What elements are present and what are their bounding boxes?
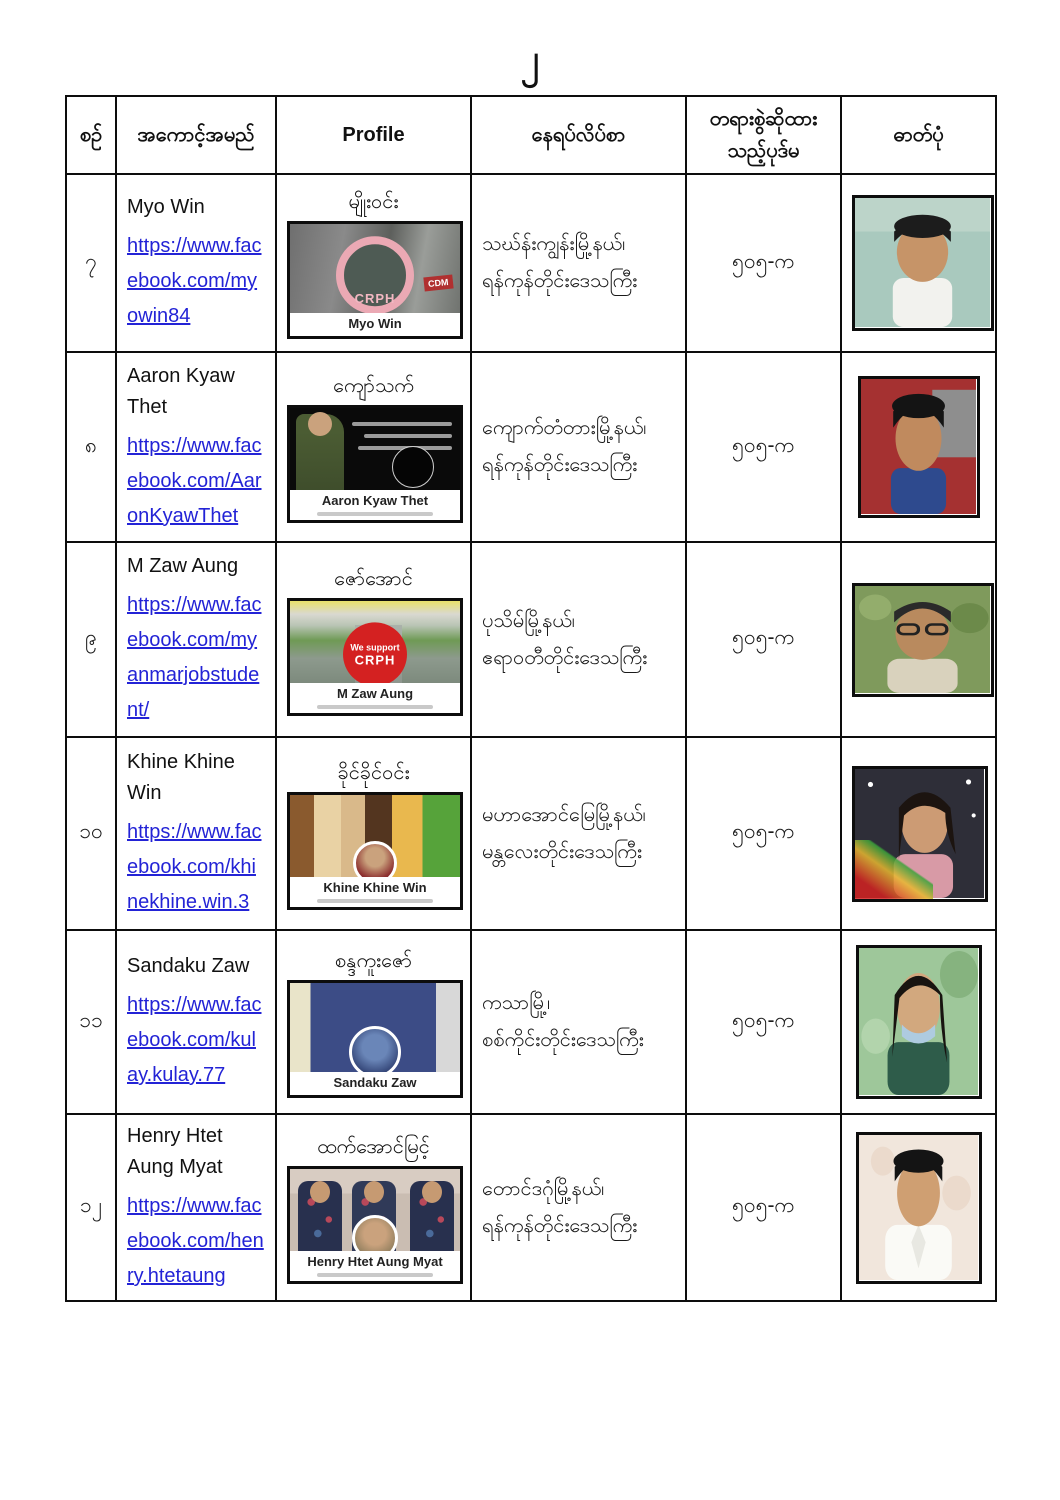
address-cell: ကျောက်တံတားမြို့နယ်၊ ရန်ကုန်တိုင်းဒေသကြီး [471,352,686,542]
account-name: Aaron Kyaw Thet [127,364,235,418]
person-photo [852,195,994,331]
person-photo [856,1132,982,1284]
header-section: တရားစွဲဆိုထားသည့်ပုဒ်မ [686,96,841,174]
table-row [66,930,996,1114]
table-row [66,737,996,930]
profile-card-subtitle [317,1273,433,1277]
header-profile: Profile [276,96,471,174]
row-number: ၁၁ [66,930,116,1114]
account-name: Myo Win [127,196,205,218]
campaign-frame-overlay [855,840,933,899]
charge-section: ၅၀၅-က [686,737,841,930]
table-row [66,1114,996,1301]
avatar-circle [349,1026,401,1072]
profile-card-name: Khine Khine Win [323,879,427,895]
account-name: Khine Khine Win [127,751,235,804]
profile-cell [276,542,471,737]
facebook-link[interactable]: https://www.facebook.com/kulay.kulay.77 [127,994,262,1086]
facebook-link[interactable]: https://www.facebook.com/khinekhine.win.3 [127,821,262,913]
profile-cell [276,1114,471,1301]
photo-cell [841,930,996,1114]
account-name: M Zaw Aung [127,555,239,577]
row-number: ၈ [66,352,116,542]
profile-cell [276,174,471,352]
avatar-circle [392,446,434,488]
table-header-row [66,96,996,174]
address-cell: ပုသိမ်မြို့နယ်၊ ဧရာဝတီတိုင်းဒေသကြီး [471,542,686,737]
profile-card-name: Myo Win [348,316,402,332]
profile-card-subtitle [317,899,433,903]
header-photo: ဓာတ်ပုံ [841,96,996,174]
table-row [66,352,996,542]
profile-cell [276,930,471,1114]
account-cell [116,352,276,542]
photo-cell [841,352,996,542]
avatar-circle [353,841,397,877]
row-number: ၉ [66,542,116,737]
address-cell: သဃ်န်းကျွန်းမြို့နယ်၊ ရန်ကုန်တိုင်းဒေသကြီး [471,174,686,352]
profile-cell [276,737,471,930]
table-row [66,542,996,737]
profile-card-name: M Zaw Aung [336,685,414,701]
profile-burmese-name: ကျော်သက် [333,375,414,397]
profile-card-name: Sandaku Zaw [333,1075,417,1091]
header-account-name: အကောင့်အမည် [116,96,276,174]
profile-card-name: Aaron Kyaw Thet [321,493,429,509]
photo-cell [841,1114,996,1301]
crph-logo-ring: CRPH [336,236,414,313]
photo-cell [841,174,996,352]
row-number: ၁၂ [66,1114,116,1301]
profile-cell [276,352,471,542]
charge-section: ၅၀၅-က [686,1114,841,1301]
profile-card-image [287,792,463,910]
facebook-link[interactable]: https://www.facebook.com/AaronKyawThet [127,434,262,527]
profile-card-name: Henry Htet Aung Myat [307,1253,443,1269]
profile-burmese-name: ဇော်အောင် [334,567,413,590]
page-title: ၂ [520,38,540,80]
person-photo [852,583,994,697]
account-cell [116,174,276,352]
profile-burmese-name: ခိုင်ခိုင်ဝင်း [337,761,410,784]
charge-section: ၅၀၅-က [686,930,841,1114]
account-name: Henry Htet Aung Myat [127,1125,223,1178]
profile-card-subtitle [317,512,433,516]
charge-section: ၅၀၅-က [686,174,841,352]
profile-card-subtitle [317,705,433,709]
profile-card-image [287,405,463,523]
profile-burmese-name: မျိုးဝင်း [348,191,399,213]
cdm-sign: CDM [423,275,453,292]
address-cell: မဟာအောင်မြေမြို့နယ်၊ မန္တလေးတိုင်းဒေသကြီး [471,737,686,930]
photo-cell [841,542,996,737]
header-address: နေရပ်လိပ်စာ [471,96,686,174]
profile-card-image [287,221,463,339]
address-cell: ကသာမြို့၊ စစ်ကိုင်းတိုင်းဒေသကြီး [471,930,686,1114]
accounts-table [65,95,997,1302]
facebook-link[interactable]: https://www.facebook.com/myanmarjobstudent/ [127,594,262,721]
profile-card-image [287,598,463,716]
photo-cell [841,737,996,930]
person-photo [856,945,982,1099]
charge-section: ၅၀၅-က [686,352,841,542]
charge-section: ၅၀၅-က [686,542,841,737]
profile-burmese-name: ထက်အောင်မြင့် [317,1135,430,1158]
header-no: စဉ် [66,96,116,174]
account-cell [116,542,276,737]
account-cell [116,737,276,930]
uniformed-figure [296,414,344,490]
profile-card-image [287,980,463,1098]
person-photo [852,766,988,902]
row-number: ၁၀ [66,737,116,930]
person-photo [858,376,980,518]
profile-burmese-name: စန္ဒကူးဇော် [334,950,413,972]
we-support-crph-badge: We support CRPH [343,623,407,683]
account-cell [116,930,276,1114]
facebook-link[interactable]: https://www.facebook.com/myowin84 [127,235,262,327]
account-name: Sandaku Zaw [127,955,250,977]
profile-card-image [287,1166,463,1284]
row-number: ၇ [66,174,116,352]
account-cell [116,1114,276,1301]
facebook-link[interactable]: https://www.facebook.com/henry.htetaung [127,1195,264,1287]
table-row [66,174,996,352]
address-cell: တောင်ဒဂုံမြို့နယ်၊ ရန်ကုန်တိုင်းဒေသကြီး [471,1114,686,1301]
